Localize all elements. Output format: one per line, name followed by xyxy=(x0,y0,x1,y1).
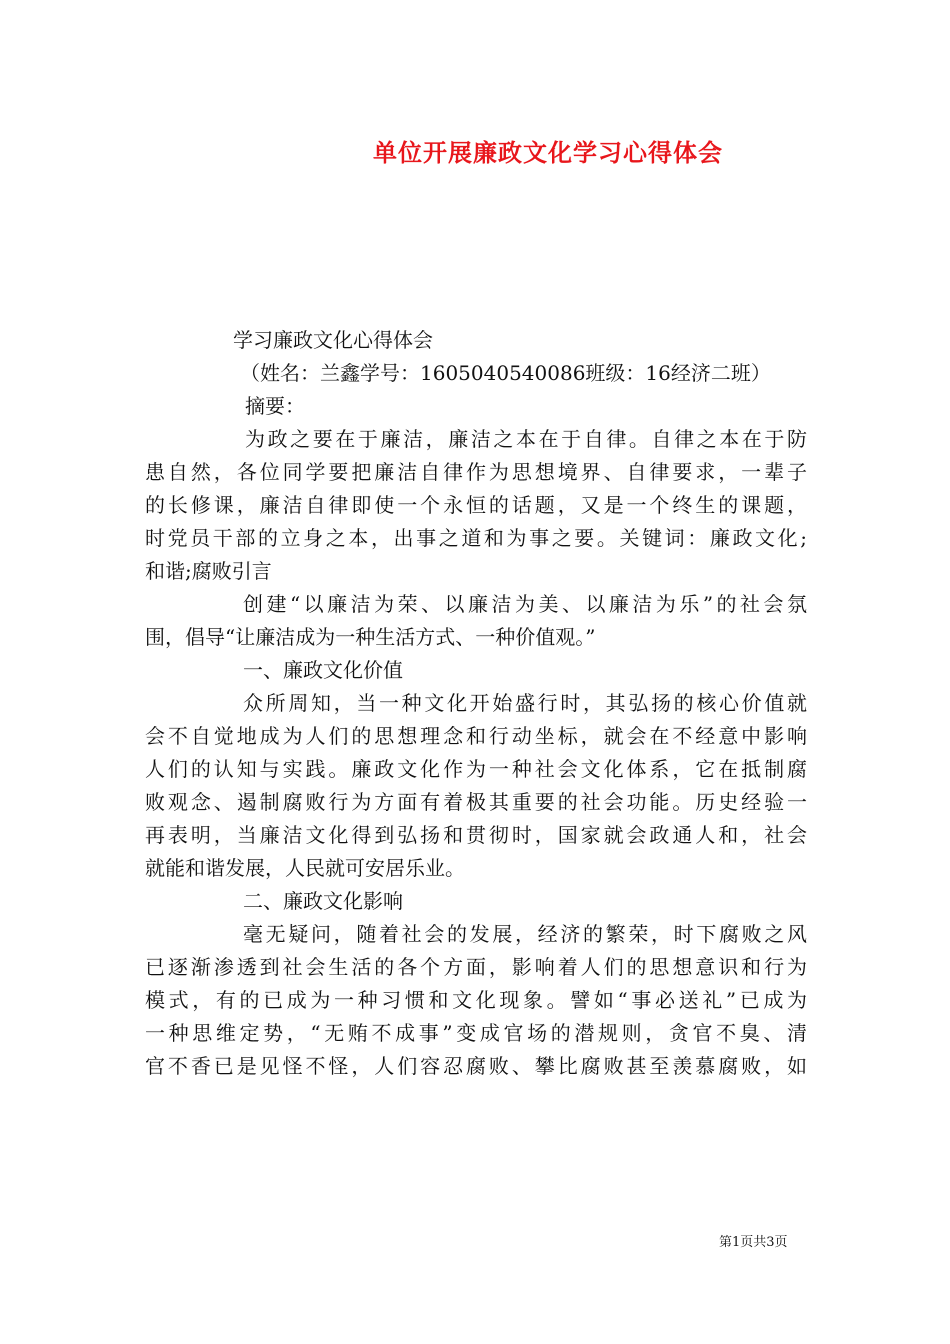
body-line: 人们的认知与实践。廉政文化作为一种社会文化体系，它在抵制腐 xyxy=(145,757,807,781)
body-line: （姓名：兰鑫学号：1605040540086班级：16经济二班） xyxy=(240,361,771,385)
body-line: 的长修课，廉洁自律即使一个永恒的话题，又是一个终生的课题， xyxy=(145,493,807,517)
section-heading: 二、廉政文化影响 xyxy=(243,889,403,913)
body-line: 围，倡导“让廉洁成为一种生活方式、一种价值观。” xyxy=(145,625,596,649)
body-line: 已逐渐渗透到社会生活的各个方面，影响着人们的思想意识和行为 xyxy=(145,955,807,979)
body-line: 为政之要在于廉洁，廉洁之本在于自律。自律之本在于防 xyxy=(245,427,807,451)
body-line: 败观念、遏制腐败行为方面有着极其重要的社会功能。历史经验一 xyxy=(145,790,807,814)
body-line: 和谐;腐败引言 xyxy=(145,559,272,583)
body-line: 官不香已是见怪不怪，人们容忍腐败、攀比腐败甚至羡慕腐败，如 xyxy=(145,1054,807,1078)
body-line: 毫无疑问，随着社会的发展，经济的繁荣，时下腐败之风 xyxy=(243,922,807,946)
body-line: 模式，有的已成为一种习惯和文化现象。譬如“事必送礼”已成为 xyxy=(145,988,807,1012)
body-line: 众所周知，当一种文化开始盛行时，其弘扬的核心价值就 xyxy=(243,691,807,715)
body-line: 会不自觉地成为人们的思想理念和行动坐标，就会在不经意中影响 xyxy=(145,724,807,748)
body-line: 患自然，各位同学要把廉洁自律作为思想境界、自律要求，一辈子 xyxy=(145,460,807,484)
section-heading: 一、廉政文化价值 xyxy=(243,658,403,682)
page-number: 第1页共3页 xyxy=(719,1235,788,1250)
body-line: 学习廉政文化心得体会 xyxy=(233,328,433,352)
body-line: 创建“以廉洁为荣、以廉洁为美、以廉洁为乐”的社会氛 xyxy=(243,592,807,616)
document-body xyxy=(145,324,807,1083)
body-line: 时党员干部的立身之本，出事之道和为事之要。关键词：廉政文化; xyxy=(145,526,807,550)
body-line: 摘要： xyxy=(245,394,305,418)
body-line: 就能和谐发展，人民就可安居乐业。 xyxy=(145,856,465,880)
document-title: 单位开展廉政文化学习心得体会 xyxy=(373,138,723,167)
body-line: 一种思维定势，“无贿不成事”变成官场的潜规则，贪官不臭、清 xyxy=(145,1021,807,1045)
body-line: 再表明，当廉洁文化得到弘扬和贯彻时，国家就会政通人和，社会 xyxy=(145,823,807,847)
